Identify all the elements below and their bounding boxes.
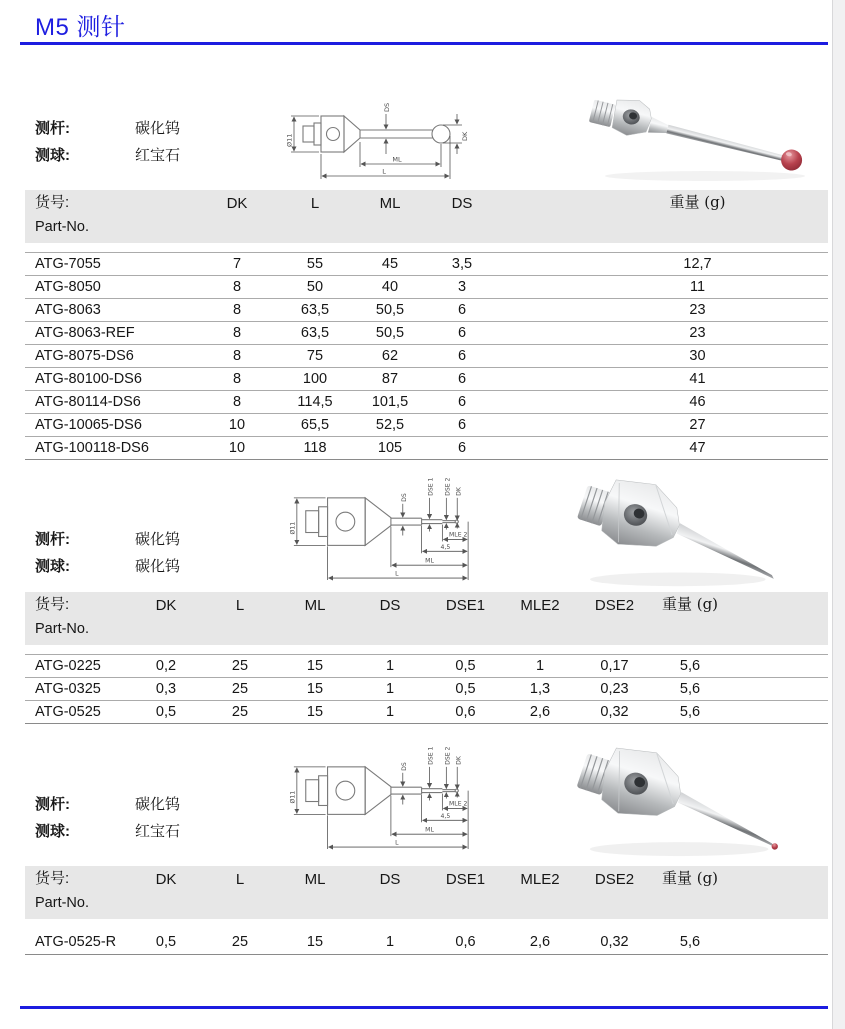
col-header-dse1: DSE1 [428, 866, 503, 891]
spec-value: 碳化钨 [135, 796, 181, 813]
cell: 6 [457, 393, 467, 410]
cell: 2,6 [529, 703, 551, 720]
dim-label-dk: DK [455, 487, 463, 496]
cell: 62 [381, 347, 399, 364]
cell-weight: 47 [689, 439, 706, 456]
dim-label-dk: DK [455, 756, 463, 765]
cell: 0,5 [455, 680, 476, 697]
dim-label-l: L [382, 167, 386, 176]
cell-weight: 30 [689, 347, 706, 364]
table-row [25, 367, 828, 390]
cell-weight: 23 [689, 301, 706, 318]
cell: 55 [306, 255, 324, 272]
col-header-ml: ML [278, 866, 352, 891]
title-rule [20, 42, 828, 45]
table-row [25, 931, 828, 954]
spec-label: 测杆: [35, 531, 70, 548]
dim-label-45: 4,5 [440, 812, 451, 820]
col-header-l: L [202, 592, 278, 617]
table-header-row [25, 866, 828, 891]
dim-label-l: L [395, 839, 399, 847]
parts-table-3 [25, 866, 828, 955]
cell-weight: 5,6 [679, 680, 701, 697]
parts-table-2 [25, 592, 828, 724]
cell: 15 [306, 934, 324, 951]
cell: 6 [457, 370, 467, 387]
table-row [25, 252, 828, 275]
cell: 50,5 [375, 324, 405, 341]
cell: 3,5 [451, 255, 473, 272]
spec-label: 测球: [35, 823, 70, 840]
cell: 0,3 [155, 680, 177, 697]
col-header-dk: DK [130, 866, 202, 891]
table-subheader-row [25, 215, 828, 243]
cell: 25 [231, 657, 249, 674]
cell: 6 [457, 324, 467, 341]
cell: 1 [535, 657, 545, 674]
cell: 0,32 [600, 703, 629, 720]
table-row [25, 677, 828, 700]
col-header-mle2: MLE2 [503, 866, 577, 891]
cell: 65,5 [300, 416, 330, 433]
spec-label: 测杆: [35, 120, 70, 137]
col-header-dk: DK [197, 190, 277, 215]
cell: 1 [385, 657, 395, 674]
col-header-weight: 重量 (g) [652, 866, 828, 891]
photo-shadow [590, 842, 769, 856]
table-header-row [25, 592, 828, 617]
col-header-l: L [202, 866, 278, 891]
cell-part: ATG-0325 [35, 680, 101, 697]
ruby-ball [779, 147, 804, 172]
table-gap-row [25, 919, 828, 931]
col-header-dse1: DSE1 [428, 592, 503, 617]
col-subheader-part: Part-No. [25, 215, 197, 243]
dim-label-mle2: MLE 2 [449, 800, 468, 808]
spec-value: 红宝石 [135, 823, 181, 840]
cell-part: ATG-8063-REF [35, 324, 135, 341]
cell-weight: 41 [689, 370, 706, 387]
cell: 0,6 [455, 703, 476, 720]
col-header-weight: 重量 (g) [652, 592, 828, 617]
col-subheader-part: Part-No. [25, 891, 130, 919]
col-header-ds: DS [352, 866, 428, 891]
table-row [25, 436, 828, 459]
spec-value: 红宝石 [135, 147, 181, 164]
cell: 8 [232, 278, 242, 295]
product-photo-carbide-tip-stylus [565, 472, 820, 594]
spec-value: 碳化钨 [135, 120, 181, 137]
col-header-dse2: DSE2 [577, 592, 652, 617]
cell: 0,5 [155, 934, 177, 951]
col-header-part: 货号: [25, 592, 130, 617]
cell-weight: 12,7 [683, 255, 712, 272]
dim-label-l: L [395, 570, 399, 578]
spec-row-ball [35, 820, 180, 841]
dim-label-ml: ML [425, 557, 434, 565]
dim-label-dse2: DSE 2 [444, 746, 452, 765]
col-header-mle2: MLE2 [503, 592, 577, 617]
cell: 0,2 [155, 657, 177, 674]
cell-part: ATG-10065-DS6 [35, 416, 142, 433]
cell: 0,6 [455, 934, 476, 951]
cell-part: ATG-0525-R [35, 934, 117, 951]
col-header-ds: DS [352, 592, 428, 617]
cell: 15 [306, 680, 324, 697]
cell: 8 [232, 393, 242, 410]
cell: 101,5 [371, 393, 409, 410]
cell: 1,3 [529, 680, 551, 697]
cell: 1 [385, 680, 395, 697]
cell: 10 [228, 439, 246, 456]
stylus-outline [306, 498, 459, 546]
col-header-weight: 重量 (g) [497, 190, 828, 215]
cell: 6 [457, 301, 467, 318]
cell: 0,5 [155, 703, 177, 720]
cell: 15 [306, 657, 324, 674]
table-subheader-row [25, 617, 828, 645]
cell: 25 [231, 934, 249, 951]
parts-table-1 [25, 190, 828, 460]
col-header-ml: ML [353, 190, 427, 215]
table-row [25, 321, 828, 344]
dimension-labels [288, 477, 467, 577]
stylus-outline [303, 116, 450, 152]
dim-label-dse1: DSE 1 [427, 746, 435, 765]
dim-label-ml: ML [392, 155, 402, 164]
cell-weight: 5,6 [679, 657, 701, 674]
col-header-ml: ML [278, 592, 352, 617]
spec-row-ball [35, 144, 180, 165]
cell-weight: 5,6 [679, 703, 701, 720]
cell-weight: 27 [689, 416, 706, 433]
spec-row-ball [35, 555, 180, 576]
dim-label-dk: DK [461, 131, 469, 141]
cell: 8 [232, 370, 242, 387]
col-header-dse2: DSE2 [577, 866, 652, 891]
cell-part: ATG-0225 [35, 657, 101, 674]
photo-shadow [605, 171, 805, 181]
cell-part: ATG-8050 [35, 278, 101, 295]
spec-label: 测杆: [35, 796, 70, 813]
cell: 52,5 [375, 416, 405, 433]
cell: 6 [457, 347, 467, 364]
dim-label-dse2: DSE 2 [444, 477, 452, 496]
product-photo-ruby-ball-stylus [585, 86, 820, 186]
cell: 3 [457, 278, 467, 295]
dim-label-mle2: MLE 2 [449, 531, 468, 539]
cell-weight: 11 [689, 278, 706, 295]
dim-label-ds: DS [400, 762, 408, 771]
cell: 40 [381, 278, 399, 295]
cell: 0,5 [455, 657, 476, 674]
col-subheader-part: Part-No. [25, 617, 130, 645]
table-row [25, 298, 828, 321]
cell-part: ATG-7055 [35, 255, 101, 272]
col-header-ds: DS [427, 190, 497, 215]
cell-part: ATG-0525 [35, 703, 101, 720]
cell-part: ATG-80114-DS6 [35, 393, 141, 410]
table-row [25, 390, 828, 413]
cell: 8 [232, 301, 242, 318]
col-header-part: 货号: [25, 190, 197, 215]
cell: 1 [385, 934, 395, 951]
cell: 114,5 [297, 393, 333, 410]
dim-label-ds: DS [383, 102, 391, 112]
cell: 0,32 [600, 934, 629, 951]
stylus-outline [306, 767, 459, 815]
cell: 6 [457, 439, 467, 456]
cell: 50,5 [375, 301, 405, 318]
stylus-render [588, 90, 807, 178]
table-row [25, 654, 828, 677]
spec-row-shaft [35, 793, 180, 814]
table-row [25, 344, 828, 367]
cell-weight: 5,6 [679, 934, 701, 951]
technical-drawing-straight-stylus [283, 86, 473, 181]
table-gap-row [25, 243, 828, 252]
technical-drawing-stepped-stylus [282, 746, 480, 860]
dim-label-dia: Ø11 [289, 790, 297, 804]
cell: 15 [306, 703, 324, 720]
cell: 0,23 [600, 680, 629, 697]
cell: 8 [232, 324, 242, 341]
table-header-row [25, 190, 828, 215]
dim-label-dse1: DSE 1 [427, 477, 435, 496]
cell: 10 [228, 416, 246, 433]
table-row [25, 413, 828, 436]
dim-label-45: 4,5 [440, 543, 451, 551]
col-header-l: L [277, 190, 353, 215]
cell: 87 [381, 370, 399, 387]
cell: 75 [306, 347, 324, 364]
spec-label: 测球: [35, 147, 70, 164]
cell-weight: 23 [689, 324, 706, 341]
col-header-part: 货号: [25, 866, 130, 891]
footer-rule [20, 1006, 828, 1009]
table-subheader-row [25, 891, 828, 919]
dim-label-dia: Ø11 [289, 521, 297, 535]
cell: 50 [306, 278, 324, 295]
table-gap-row [25, 645, 828, 654]
dim-label-ml: ML [425, 826, 434, 834]
cell-weight: 46 [689, 393, 706, 410]
cell: 100 [302, 370, 328, 387]
cell: 63,5 [300, 301, 330, 318]
cell: 1 [385, 703, 395, 720]
dim-label-dia: Ø11 [285, 133, 294, 147]
dimension-labels [288, 746, 467, 846]
dimension-labels [286, 103, 470, 176]
dimension-lines [291, 114, 462, 179]
cell-part: ATG-8075-DS6 [35, 347, 134, 364]
cell: 45 [381, 255, 399, 272]
cell: 118 [303, 439, 327, 456]
cell: 8 [232, 347, 242, 364]
cell: 7 [232, 255, 242, 272]
cell: 0,17 [600, 657, 629, 674]
cell: 2,6 [529, 934, 551, 951]
spec-value: 碳化钨 [135, 558, 181, 575]
table-row [25, 275, 828, 298]
technical-drawing-stepped-stylus [282, 477, 480, 591]
col-header-dk: DK [130, 592, 202, 617]
cell: 63,5 [300, 324, 330, 341]
photo-shadow [590, 573, 766, 587]
cell: 105 [377, 439, 403, 456]
spec-label: 测球: [35, 558, 70, 575]
cell: 25 [231, 703, 249, 720]
spec-row-shaft [35, 117, 180, 138]
spec-row-shaft [35, 528, 180, 549]
table-row [25, 700, 828, 723]
spec-value: 碳化钨 [135, 531, 181, 548]
cell-part: ATG-100118-DS6 [35, 439, 149, 456]
dim-label-ds: DS [400, 493, 408, 502]
cell: 6 [457, 416, 467, 433]
page-title: M5 测针 [35, 14, 126, 41]
page-edge-margin [832, 0, 845, 1029]
cell-part: ATG-80100-DS6 [35, 370, 142, 387]
product-photo-ruby-tip-stylus [565, 740, 823, 864]
cell: 25 [231, 680, 249, 697]
cell-part: ATG-8063 [35, 301, 101, 318]
